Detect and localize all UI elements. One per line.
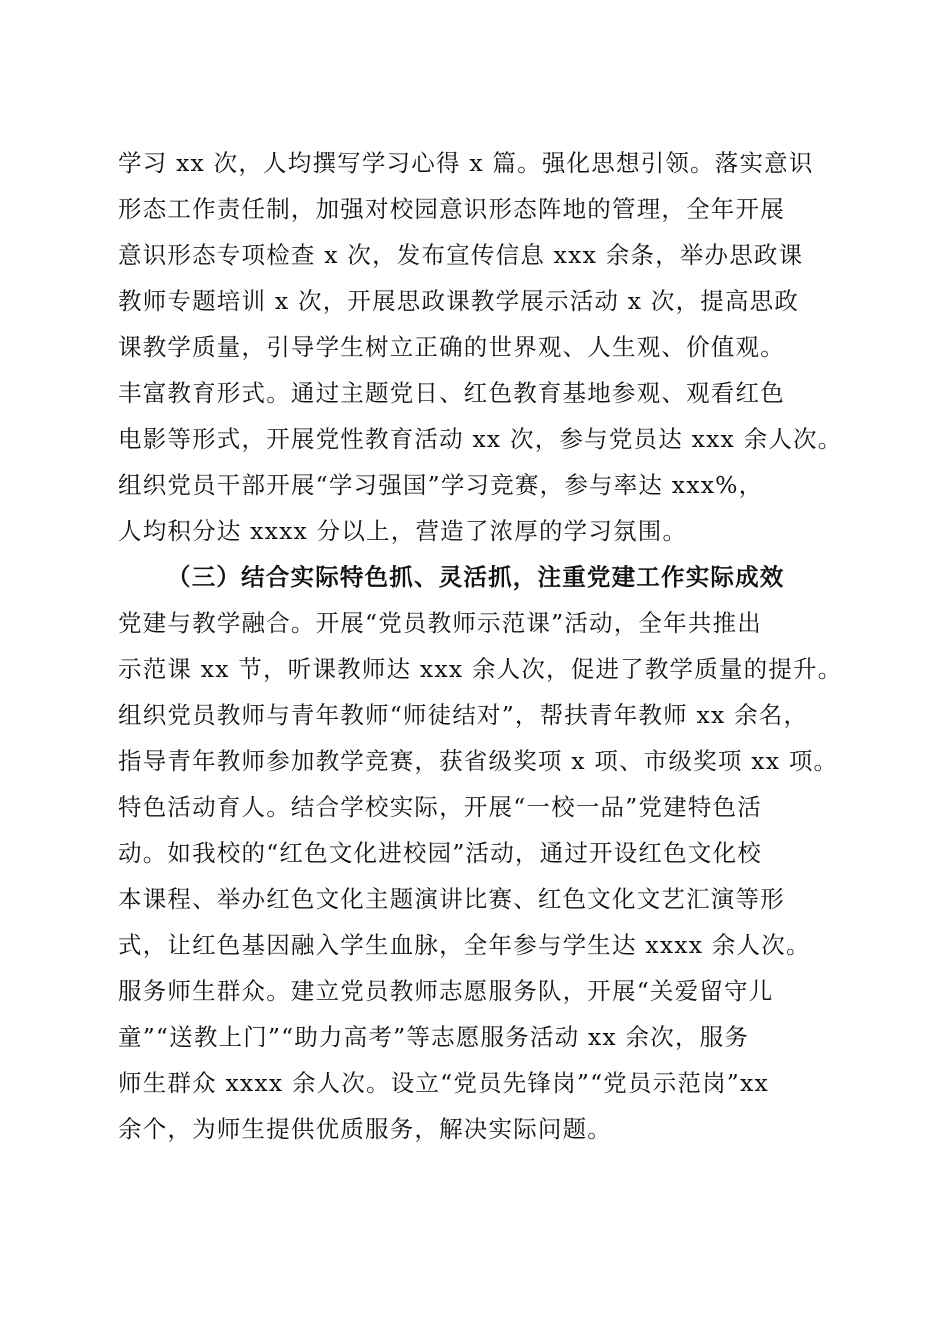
text-line-17: 本课程、举办红色文化主题演讲比赛、红色文化文艺汇演等形 (118, 885, 785, 913)
section-heading: （三）结合实际特色抓、灵活抓，注重党建工作实际成效 (167, 563, 785, 591)
text-line-3: 意识形态专项检查 x 次，发布宣传信息 xxx 余条，举办思政课 (118, 241, 804, 269)
text-line-18: 式，让红色基因融入学生血脉，全年参与学生达 xxxx 余人次。 (118, 931, 811, 959)
text-line-22: 余个，为师生提供优质服务，解决实际问题。 (118, 1115, 612, 1143)
text-line-4: 教师专题培训 x 次，开展思政课教学展示活动 x 次，提高思政 (118, 287, 800, 315)
text-line-7: 电影等形式，开展党性教育活动 xx 次，参与党员达 xxx 余人次。 (118, 425, 843, 453)
text-line-9: 人均积分达 xxxx 分以上，营造了浓厚的学习氛围。 (118, 517, 688, 545)
text-line-13: 组织党员教师与青年教师“师徒结对”，帮扶青年教师 xx 余名， (118, 701, 809, 729)
text-line-2: 形态工作责任制，加强对校园意识形态阵地的管理，全年开展 (118, 195, 785, 223)
body-text (118, 140, 843, 1152)
text-line-15: 特色活动育人。结合学校实际，开展“一校一品”党建特色活 (118, 793, 762, 821)
text-line-5: 课教学质量，引导学生树立正确的世界观、人生观、价值观。 (118, 333, 785, 361)
text-line-6: 丰富教育形式。通过主题党日、红色教育基地参观、观看红色 (118, 379, 785, 407)
text-line-19: 服务师生群众。建立党员教师志愿服务队，开展“关爱留守儿 (118, 977, 774, 1005)
text-line-20: 童”“送教上门”“助力高考”等志愿服务活动 xx 余次，服务 (118, 1023, 750, 1051)
text-line-16: 动。如我校的“红色文化进校园”活动，通过开设红色文化校 (118, 839, 762, 867)
text-line-21: 师生群众 xxxx 余人次。设立“党员先锋岗”“党员示范岗”xx (118, 1069, 769, 1097)
text-line-14: 指导青年教师参加教学竞赛，获省级奖项 x 项、市级奖项 xx 项。 (118, 747, 839, 775)
text-line-11: 党建与教学融合。开展“党员教师示范课”活动，全年共推出 (118, 609, 762, 637)
text-line-12: 示范课 xx 节，听课教师达 xxx 余人次，促进了教学质量的提升。 (118, 655, 843, 683)
text-line-1: 学习 xx 次，人均撰写学习心得 x 篇。强化思想引领。落实意识 (118, 149, 814, 177)
text-line-8: 组织党员干部开展“学习强国”学习竞赛，参与率达 xxx%， (118, 471, 764, 499)
